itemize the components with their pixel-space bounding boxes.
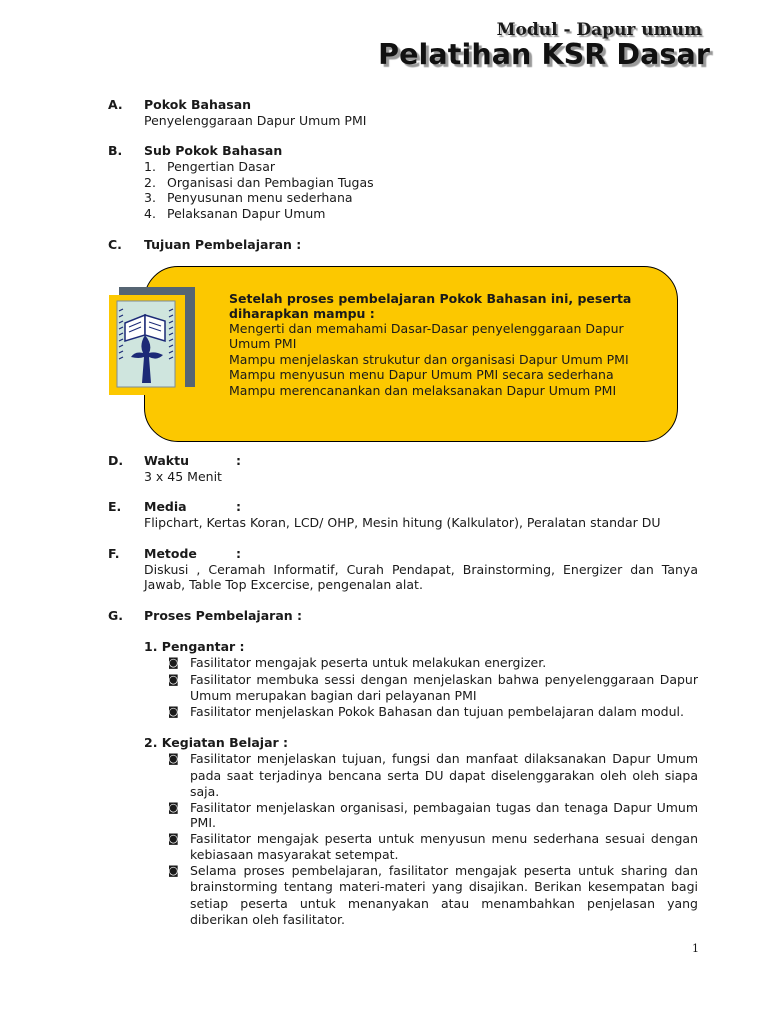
bullet-icon: ◙ — [168, 832, 179, 845]
section-d-letter: D. — [108, 453, 124, 468]
page-title: Pelatihan KSR Dasar — [378, 38, 710, 71]
list-item: kebiasaan masyarakat setempat. — [190, 847, 399, 862]
list-item: Selama proses pembelajaran, fasilitator mengajak peserta untuk sharing dan — [190, 863, 698, 878]
list-item: Fasilitator membuka sessi dengan menjelaskan bahwa penyelenggaraan Dapur — [190, 672, 698, 687]
section-g-heading: Proses Pembelajaran : — [144, 608, 303, 623]
list-item-num: 3. — [144, 190, 156, 205]
section-f-text: Jawab, Table Top Excercise, pengenalan alat. — [144, 577, 423, 592]
section-f-text: Diskusi , Ceramah Informatif, Curah Pendapat, Brainstorming, Energizer dan Tanya — [144, 562, 698, 577]
list-item: Pengertian Dasar — [167, 159, 275, 174]
objective-item: Mampu menyusun menu Dapur Umum PMI secara sederhana — [229, 367, 614, 382]
bullet-icon: ◙ — [168, 673, 179, 686]
section-e-letter: E. — [108, 499, 122, 514]
bullet-icon: ◙ — [168, 705, 179, 718]
list-item: Pelaksanan Dapur Umum — [167, 206, 326, 221]
objective-item: Mengerti dan memahami Dasar-Dasar penyelenggaraan Dapur — [229, 321, 624, 336]
objectives-intro: Setelah proses pembelajaran Pokok Bahasan ini, peserta — [229, 291, 632, 306]
page-number: 1 — [692, 942, 699, 955]
bullet-icon: ◙ — [168, 656, 179, 669]
subsection-heading: 2. Kegiatan Belajar : — [144, 735, 289, 750]
bullet-icon: ◙ — [168, 864, 179, 877]
list-item-num: 1. — [144, 159, 156, 174]
list-item: saja. — [190, 784, 220, 799]
list-item: Penyusunan menu sederhana — [167, 190, 353, 205]
objective-item: Mampu merencanankan dan melaksanakan Dapur Umum PMI — [229, 383, 617, 398]
section-f-colon: : — [236, 546, 241, 561]
section-e-colon: : — [236, 499, 241, 514]
section-d-heading: Waktu — [144, 453, 189, 468]
section-b-letter: B. — [108, 143, 123, 158]
list-item: diberikan oleh fasilitator. — [190, 912, 345, 927]
section-c-letter: C. — [108, 237, 122, 252]
list-item: Fasilitator mengajak peserta untuk menyusun menu sederhana sesuai dengan — [190, 831, 698, 846]
list-item-num: 4. — [144, 206, 156, 221]
list-item: setiap peserta untuk menanyakan atau menambahkan penjelasan yang — [190, 896, 698, 911]
list-item: Fasilitator mengajak peserta untuk melakukan energizer. — [190, 655, 547, 670]
list-item: Fasilitator menjelaskan tujuan, fungsi dan manfaat dilaksanakan Dapur Umum — [190, 751, 698, 766]
section-g-letter: G. — [108, 608, 124, 623]
bullet-icon: ◙ — [168, 752, 179, 765]
section-a-text: Penyelenggaraan Dapur Umum PMI — [144, 113, 367, 128]
objective-item: Mampu menjelaskan strukutur dan organisasi Dapur Umum PMI — [229, 352, 629, 367]
bullet-icon: ◙ — [168, 801, 179, 814]
section-a-letter: A. — [108, 97, 123, 112]
list-item: Fasilitator menjelaskan organisasi, pembagaian tugas dan tenaga Dapur Umum — [190, 800, 698, 815]
book-plant-icon — [109, 287, 195, 395]
list-item: pada saat terjadinya bencana serta DU dapat diselenggarakan oleh oleh siapa — [190, 768, 698, 783]
section-e-text: Flipchart, Kertas Koran, LCD/ OHP, Mesin hitung (Kalkulator), Peralatan standar DU — [144, 515, 661, 530]
objectives-intro: diharapkan mampu : — [229, 306, 375, 321]
list-item: Organisasi dan Pembagian Tugas — [167, 175, 374, 190]
list-item: PMI. — [190, 815, 216, 830]
section-e-heading: Media — [144, 499, 187, 514]
section-a-heading: Pokok Bahasan — [144, 97, 252, 112]
section-d-text: 3 x 45 Menit — [144, 469, 222, 484]
section-f-letter: F. — [108, 546, 120, 561]
section-d-colon: : — [236, 453, 241, 468]
subsection-heading: 1. Pengantar : — [144, 639, 245, 654]
objective-item: Umum PMI — [229, 336, 297, 351]
section-f-heading: Metode — [144, 546, 197, 561]
section-c-heading: Tujuan Pembelajaran : — [144, 237, 302, 252]
list-item: brainstorming tentang materi-materi yang disajikan. Berikan kesempatan bagi — [190, 879, 698, 894]
list-item-num: 2. — [144, 175, 156, 190]
section-b-heading: Sub Pokok Bahasan — [144, 143, 283, 158]
list-item: Umum merupakan bagian dari pelayanan PMI — [190, 688, 477, 703]
list-item: Fasilitator menjelaskan Pokok Bahasan dan tujuan pembelajaran dalam modul. — [190, 704, 684, 719]
module-label: Modul - Dapur umum — [496, 20, 702, 40]
